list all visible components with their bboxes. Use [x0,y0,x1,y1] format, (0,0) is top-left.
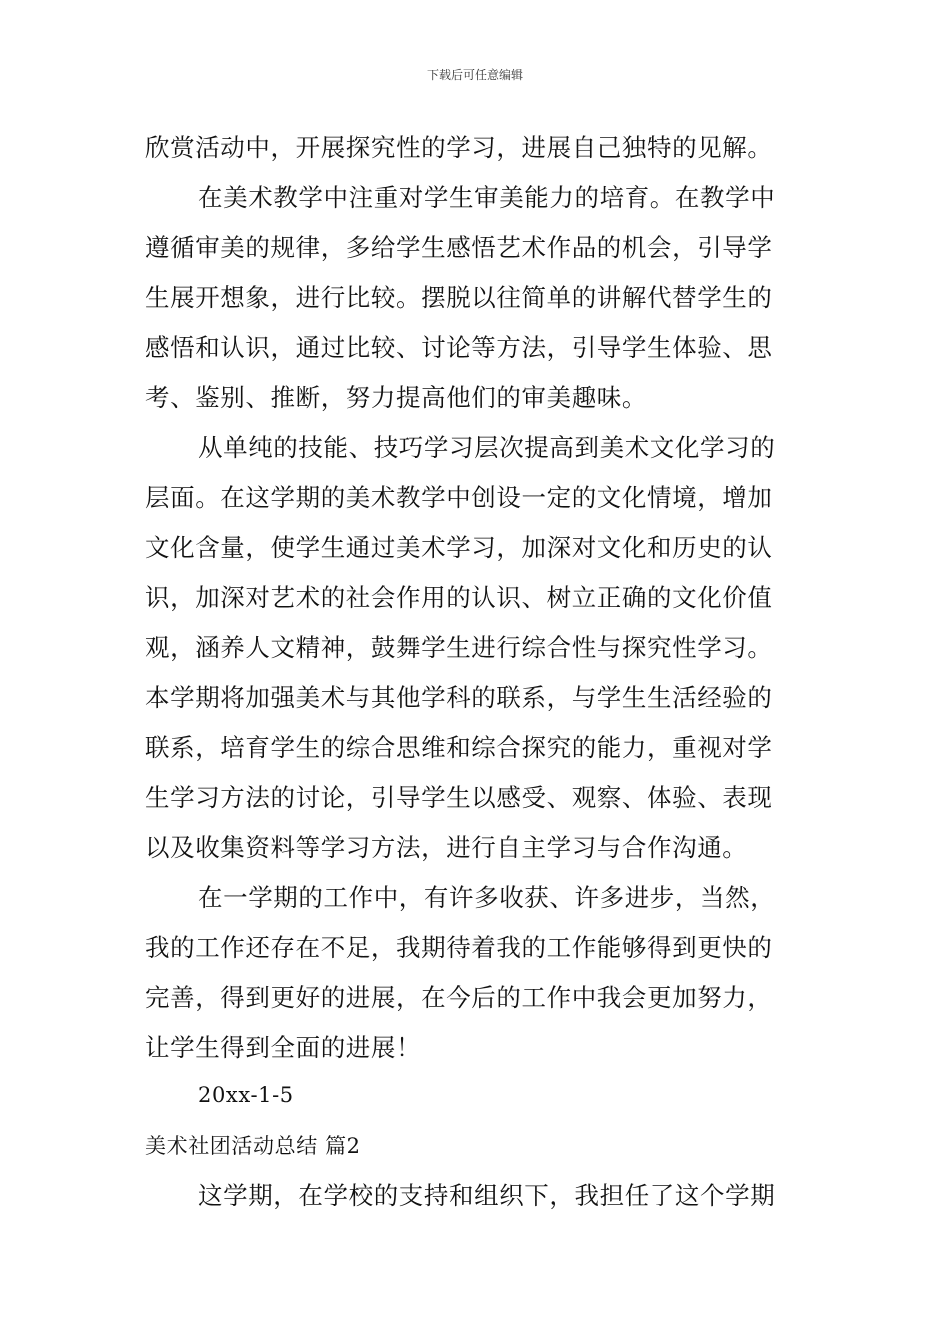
section-heading: 美术社团活动总结 篇2 [145,1134,361,1158]
page-header: 下载后可任意编辑 [426,68,523,82]
text-line: 以及收集资料等学习方法，进行自主学习与合作沟通。 [145,833,748,862]
text-line: 生学习方法的讨论，引导学生以感受、观察、体验、表现 [145,783,773,812]
paragraph-start-line: 在美术教学中注重对学生审美能力的培育。在教学中 [198,183,776,212]
paragraph-start-line: 这学期，在学校的支持和组织下，我担任了这个学期 [198,1181,776,1210]
text-line: 我的工作还存在不足，我期待着我的工作能够得到更快的 [145,933,773,962]
text-line: 文化含量，使学生通过美术学习，加深对文化和历史的认 [145,533,773,562]
paragraph-start-line: 在一学期的工作中，有许多收获、许多进步，当然， [198,883,776,912]
text-line: 让学生得到全面的进展！ [145,1033,422,1062]
paragraph-start-line: 从单纯的技能、技巧学习层次提高到美术文化学习的 [198,433,776,462]
text-line: 完善，得到更好的进展，在今后的工作中我会更加努力， [145,983,773,1012]
text-line: 联系，培育学生的综合思维和综合探究的能力，重视对学 [145,733,773,762]
text-line: 生展开想象，进行比较。摆脱以往简单的讲解代替学生的 [145,283,773,312]
text-line: 识，加深对艺术的社会作用的认识、树立正确的文化价值 [145,583,773,612]
text-line: 感悟和认识，通过比较、讨论等方法，引导学生体验、思 [145,333,773,362]
text-line: 层面。在这学期的美术教学中创设一定的文化情境，增加 [145,483,773,512]
text-line: 遵循审美的规律，多给学生感悟艺术作品的机会，引导学 [145,233,773,262]
text-line: 观，涵养人文精神，鼓舞学生进行综合性与探究性学习。 [145,633,773,662]
text-line: 欣赏活动中，开展探究性的学习，进展自己独特的见解。 [145,133,773,162]
date-line: 20xx-1-5 [198,1083,294,1107]
text-line: 考、鉴别、推断，努力提高他们的审美趣味。 [145,383,647,412]
text-line: 本学期将加强美术与其他学科的联系，与学生生活经验的 [145,683,773,712]
